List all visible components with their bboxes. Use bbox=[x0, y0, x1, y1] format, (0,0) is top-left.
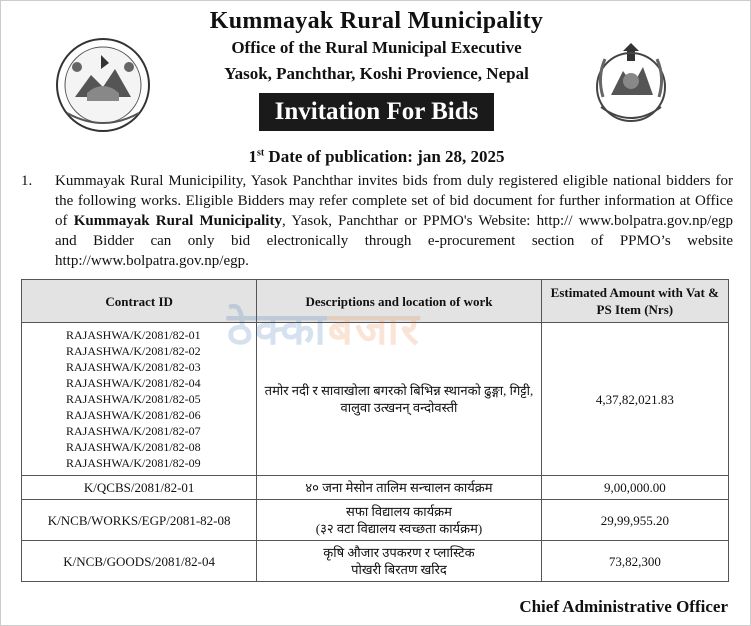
contract-id: RAJASHWA/K/2081/82-09 bbox=[66, 456, 201, 470]
description-line: वालुवा उत्खनन् वन्दोवस्ती bbox=[340, 400, 458, 415]
description-line: कृषि औजार उपकरण र प्लास्टिक bbox=[323, 545, 475, 560]
estimated-amount: 9,00,000.00 bbox=[541, 476, 728, 500]
contract-id-list bbox=[22, 323, 257, 476]
organization-name: Kummayak Rural Municipality bbox=[209, 8, 544, 34]
municipality-name-bold: Kummayak Rural Municipality bbox=[73, 213, 282, 229]
contract-id: RAJASHWA/K/2081/82-01 bbox=[66, 328, 201, 342]
publication-ordinal: 1 bbox=[248, 147, 257, 166]
estimated-amount: 29,99,955.20 bbox=[541, 500, 728, 541]
publication-date-text: Date of publication: jan 28, 2025 bbox=[264, 147, 505, 166]
paragraph-text bbox=[55, 171, 733, 271]
estimated-amount: 73,82,300 bbox=[541, 541, 728, 582]
paragraph-number: 1. bbox=[21, 173, 33, 189]
publication-date bbox=[1, 147, 751, 167]
contract-id: RAJASHWA/K/2081/82-02 bbox=[66, 344, 201, 358]
notice-paragraph bbox=[21, 171, 733, 271]
table-row bbox=[22, 541, 729, 582]
publication-ordinal-suffix: st bbox=[256, 147, 265, 159]
contract-id: RAJASHWA/K/2081/82-03 bbox=[66, 360, 201, 374]
estimated-amount: 4,37,82,021.83 bbox=[541, 323, 728, 476]
header-contract-id: Contract ID bbox=[22, 280, 257, 323]
contract-id: RAJASHWA/K/2081/82-07 bbox=[66, 424, 201, 438]
table-row bbox=[22, 500, 729, 541]
work-description bbox=[257, 323, 541, 476]
contract-id: K/NCB/WORKS/EGP/2081-82-08 bbox=[22, 500, 257, 541]
work-description: ४० जना मेसोन तालिम सन्चालन कार्यक्रम bbox=[257, 476, 541, 500]
letterhead bbox=[1, 7, 751, 131]
watermark-part-2: बजार bbox=[327, 304, 421, 355]
description-line: सफा विद्यालय कार्यक्रम bbox=[346, 504, 452, 519]
table-header-row bbox=[22, 280, 729, 323]
contract-id: K/QCBS/2081/82-01 bbox=[22, 476, 257, 500]
work-description bbox=[257, 500, 541, 541]
description-line: तमोर नदी र सावाखोला बगरको बिभिन्न स्थानको ढुङ्गा, गिट्टी, bbox=[264, 383, 534, 398]
contract-id: RAJASHWA/K/2081/82-05 bbox=[66, 392, 201, 406]
office-name: Office of the Rural Municipal Executive bbox=[231, 38, 522, 57]
notice-title: Invitation For Bids bbox=[259, 93, 495, 131]
description-line: पोखरी बिरतण खरिद bbox=[351, 562, 447, 577]
office-address: Yasok, Panchthar, Koshi Provience, Nepal bbox=[224, 64, 529, 83]
description-line: (३२ वटा विद्यालय स्वच्छता कार्यक्रम) bbox=[315, 521, 483, 536]
table-row bbox=[22, 476, 729, 500]
contract-id: RAJASHWA/K/2081/82-04 bbox=[66, 376, 201, 390]
paragraph-part-1: Kummayak Rural Municipility, Yasok Panchthar invites bids from duly registered eligible national bidders for the following works. Eligible Bidders may refer complete set of bid document for further information at Office of bbox=[55, 173, 733, 229]
table-row bbox=[22, 323, 729, 476]
signatory-title: Chief Administrative Officer bbox=[519, 597, 728, 616]
contract-id: RAJASHWA/K/2081/82-08 bbox=[66, 440, 201, 454]
work-description bbox=[257, 541, 541, 582]
paragraph-part-2: , Yasok, Panchthar or PPMO's Website: http:// www.bolpatra.gov.np/egp and Bidder can only bid electronically through e-procurement section of PPMO’s website http://www.bolpatra.gov.np/egp. bbox=[55, 213, 733, 269]
contract-id: K/NCB/GOODS/2081/82-04 bbox=[22, 541, 257, 582]
header-estimated-amount: Estimated Amount with Vat & PS Item (Nrs) bbox=[541, 280, 728, 323]
watermark-part-1: ठेक्का bbox=[227, 304, 328, 355]
bid-table bbox=[21, 279, 729, 582]
header-description: Descriptions and location of work bbox=[257, 280, 541, 323]
contract-id: RAJASHWA/K/2081/82-06 bbox=[66, 408, 201, 422]
